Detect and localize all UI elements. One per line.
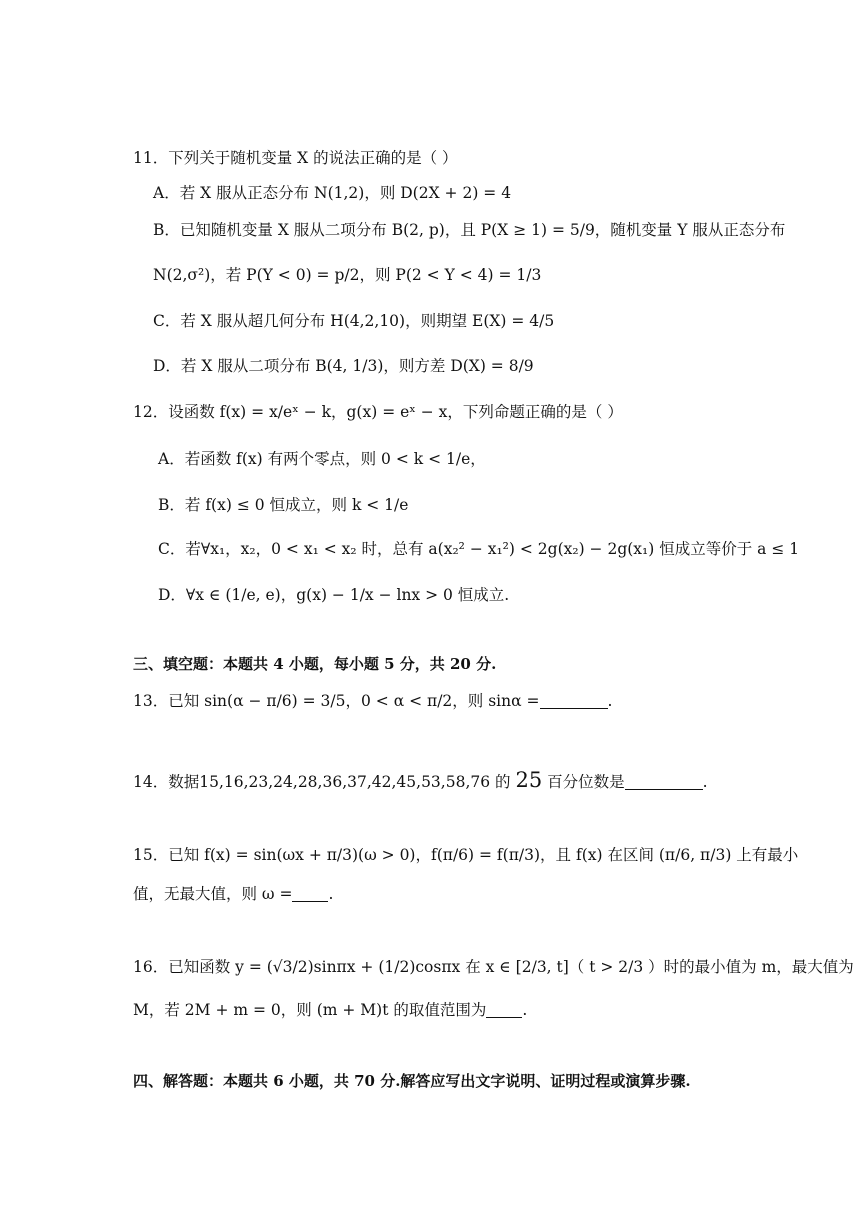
q11-option-b-line1: B．已知随机变量 X 服从二项分布 B(2, p)，且 P(X ≥ 1) = 5/9，随机变量 Y 服从正态分布 <box>153 221 786 239</box>
q13-text: 13．已知 sin(α − π/6) = 3/5，0 < α < π/2，则 sinα = <box>133 692 540 710</box>
q11-option-a: A．若 X 服从正态分布 N(1,2)，则 D(2X + 2) = 4 <box>153 184 512 202</box>
q14-answer-blank[interactable] <box>625 775 703 790</box>
q16-end: . <box>522 1001 528 1019</box>
section-3-heading: 三、填空题：本题共 4 小题，每小题 5 分，共 20 分. <box>133 655 497 673</box>
q16-line1: 16．已知函数 y = (√3/2)sinπx + (1/2)cosπx 在 x ∈ [2/3, t]（ t > 2/3 ）时的最小值为 m，最大值为 <box>133 958 854 976</box>
q12-option-b: B．若 f(x) ≤ 0 恒成立，则 k < 1/e <box>158 496 409 514</box>
q11-option-c: C．若 X 服从超几何分布 H(4,2,10)，则期望 E(X) = 4/5 <box>153 312 555 330</box>
q15-end: . <box>328 885 334 903</box>
q16-line2-text: M，若 2M + m = 0，则 (m + M)t 的取值范围为 <box>133 1001 487 1019</box>
q14 <box>133 770 708 792</box>
q12-option-c: C．若∀x₁，x₂，0 < x₁ < x₂ 时，总有 a(x₂² − x₁²) < 2g(x₂) − 2g(x₁) 恒成立等价于 a ≤ 1 <box>158 540 800 558</box>
q15-line2 <box>133 884 333 904</box>
q15-line1: 15．已知 f(x) = sin(ωx + π/3)(ω > 0)，f(π/6) = f(π/3)，且 f(x) 在区间 (π/6, π/3) 上有最小 <box>133 846 799 864</box>
q16-answer-blank[interactable] <box>486 1003 522 1018</box>
q11-option-b-line2: N(2,σ²)，若 P(Y < 0) = p/2，则 P(2 < Y < 4) = 1/3 <box>153 266 542 284</box>
q16-line2 <box>133 1000 527 1020</box>
q12-stem: 12．设函数 f(x) = x/eˣ − k，g(x) = eˣ − x，下列命题正确的是（ ） <box>133 403 623 421</box>
q15-line2-text: 值，无最大值，则 ω = <box>133 885 293 903</box>
q11-option-d: D．若 X 服从二项分布 B(4, 1/3)，则方差 D(X) = 8/9 <box>153 357 534 375</box>
q14-percentile-number: 25 <box>515 768 543 792</box>
section-4-heading: 四、解答题：本题共 6 小题，共 70 分.解答应写出文字说明、证明过程或演算步骤. <box>133 1072 691 1090</box>
q12-option-d: D．∀x ∈ (1/e, e)，g(x) − 1/x − lnx > 0 恒成立. <box>158 586 510 604</box>
q13 <box>133 691 612 711</box>
q15-answer-blank[interactable] <box>292 887 328 902</box>
q13-end: . <box>607 692 613 710</box>
q14-end: . <box>702 773 708 791</box>
q11-stem: 11．下列关于随机变量 X 的说法正确的是（ ） <box>133 149 458 167</box>
q14-pre: 14．数据15,16,23,24,28,36,37,42,45,53,58,76 的 <box>133 773 511 791</box>
q13-answer-blank[interactable] <box>540 694 608 709</box>
q12-option-a: A．若函数 f(x) 有两个零点，则 0 < k < 1/e， <box>158 450 486 468</box>
q14-post: 百分位数是 <box>547 773 625 791</box>
